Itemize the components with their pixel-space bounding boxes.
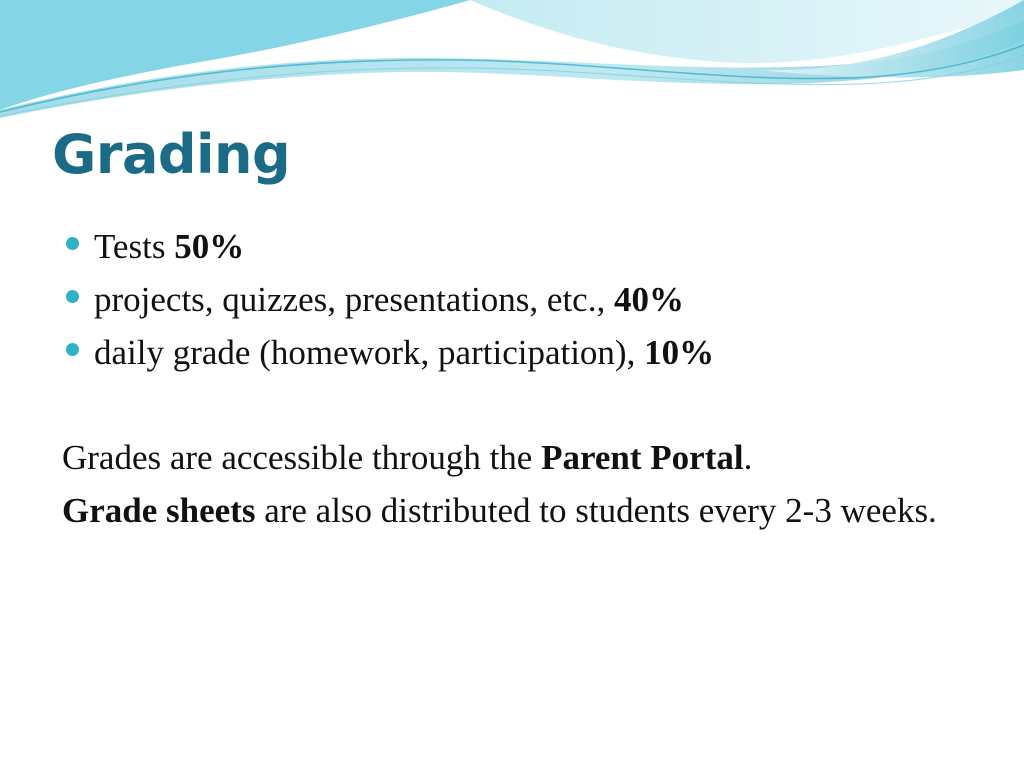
parent-portal-label: Parent Portal — [541, 438, 744, 477]
bullet-dot-icon — [66, 237, 79, 250]
bullet-percent: 50% — [174, 227, 245, 266]
page-title: Grading — [52, 123, 291, 186]
grade-sheets-label: Grade sheets — [62, 491, 256, 530]
list-item — [64, 326, 714, 379]
bullet-percent: 40% — [613, 280, 684, 319]
bullet-text: Tests — [94, 227, 175, 266]
parent-portal-paragraph — [62, 435, 752, 481]
bullet-dot-icon — [66, 290, 79, 303]
wave-header-decoration — [0, 0, 1024, 130]
grade-sheets-paragraph — [62, 488, 992, 534]
list-item — [64, 220, 714, 273]
bullet-text: projects, quizzes, presentations, etc., — [94, 280, 614, 319]
paragraph-period: . — [743, 438, 753, 477]
wave-left — [0, 0, 470, 110]
bullet-percent: 10% — [644, 333, 715, 372]
bullet-dot-icon — [66, 343, 79, 356]
bullet-text: daily grade (homework, participation), — [94, 333, 645, 372]
grading-bullet-list — [64, 220, 714, 379]
paragraph-text: Grades are accessible through the — [62, 438, 542, 477]
paragraph-text: are also distributed to students every 2-3 weeks. — [255, 491, 937, 530]
list-item — [64, 273, 714, 326]
